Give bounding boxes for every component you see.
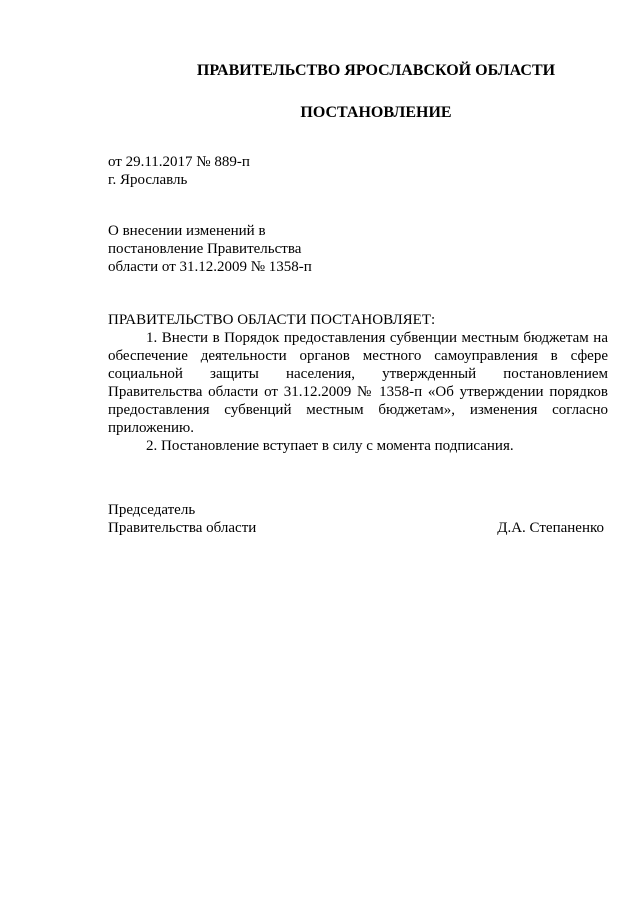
subject-line-2: постановление Правительства: [108, 241, 302, 257]
subject-line-3: области от 31.12.2009 № 1358-п: [108, 259, 312, 275]
signatory-title-line-2: Правительства области: [108, 520, 257, 536]
resolution-item-2: 2. Постановление вступает в силу с момента подписания.: [146, 438, 514, 454]
signatory-title-line-1: Председатель: [108, 502, 196, 518]
date-number: от 29.11.2017 № 889-п: [108, 154, 250, 170]
resolution-intro: ПРАВИТЕЛЬСТВО ОБЛАСТИ ПОСТАНОВЛЯЕТ:: [108, 312, 436, 328]
signatory-name: Д.А. Степаненко: [497, 520, 604, 536]
subject-line-1: О внесении изменений в: [108, 223, 266, 239]
document-type-title: ПОСТАНОВЛЕНИЕ: [300, 104, 452, 121]
resolution-body: [108, 311, 608, 455]
resolution-item-1: 1. Внести в Порядок предоставления субвенции местным бюджетам на обеспечение деятельности органов местного самоуправления в сфере социальной защиты населения, утвержденный постановлением Правительства области от 31.12.2009 № 1358-п «Об утверждении порядков предоставления субвенций местным бюджетам», изменения согласно приложению.: [108, 330, 608, 436]
organization-title: ПРАВИТЕЛЬСТВО ЯРОСЛАВСКОЙ ОБЛАСТИ: [196, 62, 556, 79]
city: г. Ярославль: [108, 172, 188, 188]
